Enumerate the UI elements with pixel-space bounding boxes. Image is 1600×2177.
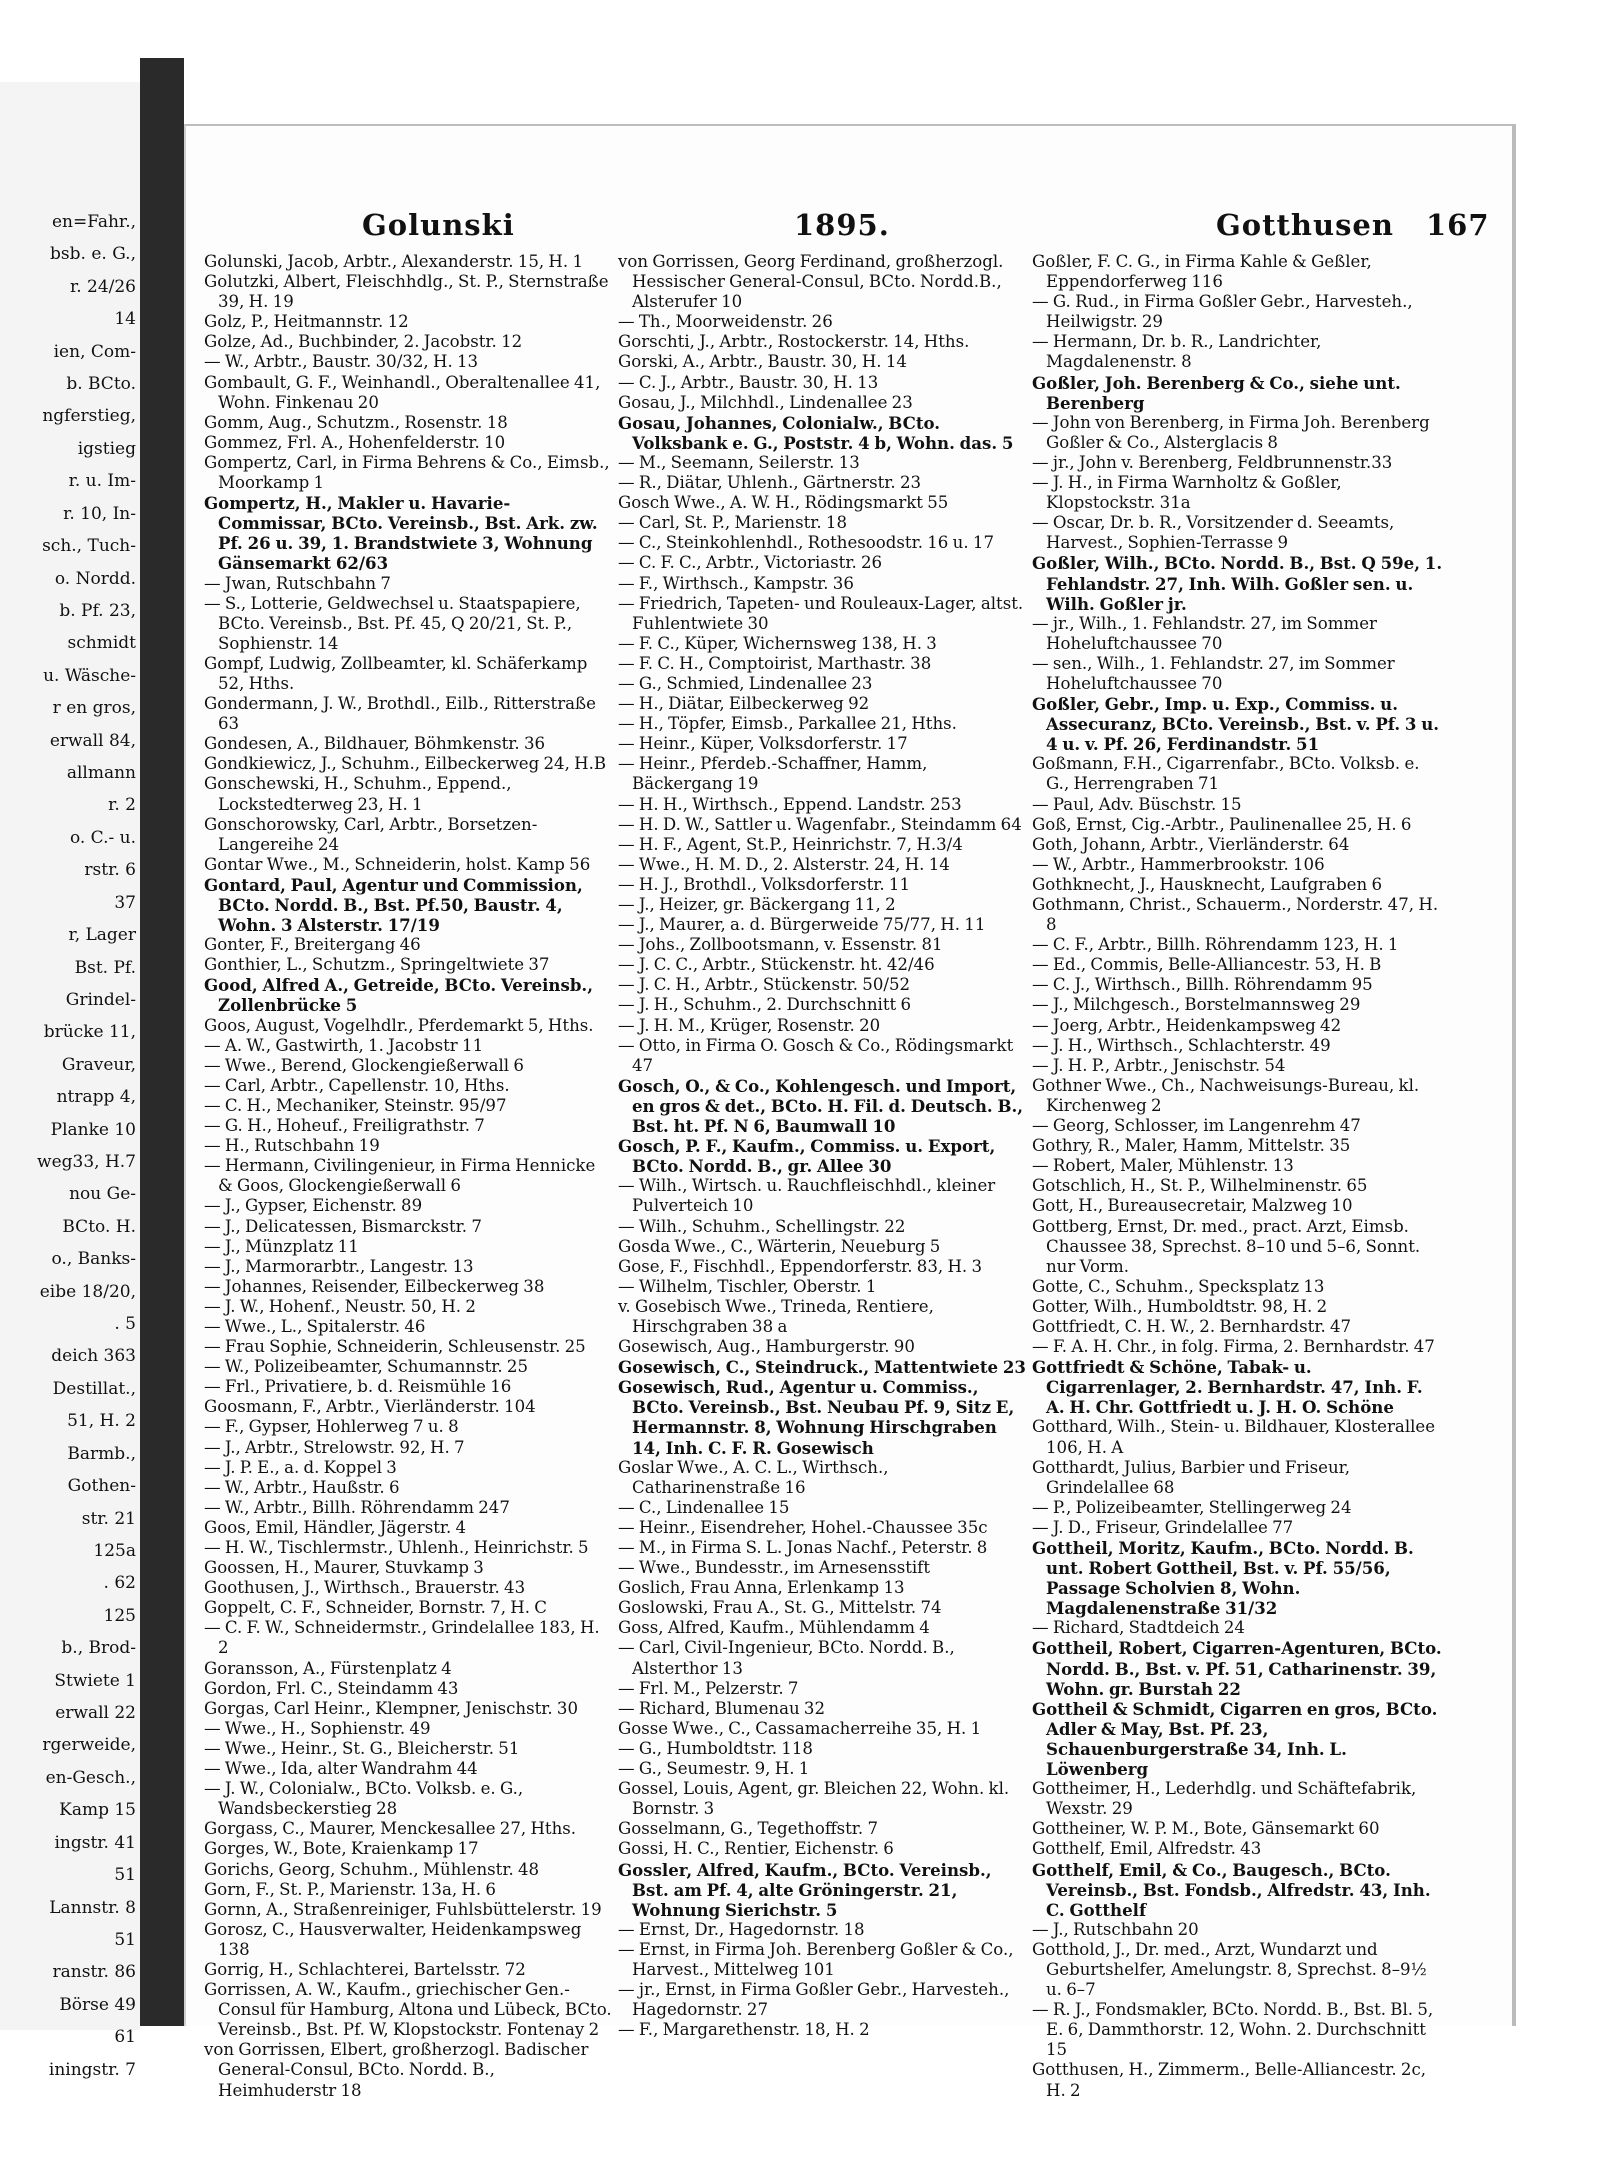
- directory-entry: Gossel, Louis, Agent, gr. Bleichen 22, Wohn. kl. Bornstr. 3: [618, 1779, 1010, 1819]
- previous-page-fragment: [0, 82, 140, 2080]
- directory-entry: — G., Humboldtstr. 118: [618, 1738, 813, 1758]
- directory-entry: Gotthelf, Emil, & Co., Baugesch., BCto. Vereinsb., Bst. Fondsb., Alfredstr. 43, Inh. C. Gotthelf: [1032, 1859, 1431, 1920]
- prev-page-text: b. Pf. 23,: [59, 600, 136, 621]
- prev-page-text: o. C.- u.: [69, 827, 136, 848]
- directory-entry: Gontar Wwe., M., Schneiderin, holst. Kamp 56: [204, 854, 591, 874]
- prev-page-text: str. 21: [81, 1508, 136, 1529]
- directory-entry: Gothner Wwe., Ch., Nachweisungs-Bureau, kl. Kirchenweg 2: [1032, 1075, 1420, 1115]
- directory-entry: Gottberg, Ernst, Dr. med., pract. Arzt, Eimsb. Chaussee 38, Sprechst. 8–10 und 5–6, Sonnt. nur Vorm.: [1032, 1216, 1421, 1276]
- directory-entry: Gothmann, Christ., Schauerm., Norderstr. 47, H. 8: [1032, 895, 1439, 935]
- directory-entry: Gompertz, Carl, in Firma Behrens & Co., Eimsb., Moorkamp 1: [204, 452, 610, 493]
- directory-entry: Gordon, Frl. C., Steindamm 43: [204, 1678, 459, 1698]
- directory-entry: — J., Maurer, a. d. Bürgerweide 75/77, H. 11: [618, 915, 986, 935]
- directory-entry: Gosch Wwe., A. W. H., Rödingsmarkt 55: [618, 493, 949, 513]
- directory-entry: Gombault, G. F., Weinhandl., Oberaltenallee 41, Wohn. Finkenau 20: [204, 372, 601, 412]
- directory-entry: — C., Steinkohlenhdl., Rothesoodstr. 16 u. 17: [618, 533, 994, 553]
- prev-page-text: o., Banks-: [51, 1249, 136, 1270]
- directory-entry: — W., Arbtr., Hammerbrookstr. 106: [1032, 854, 1325, 874]
- directory-entry: Gotschlich, H., St. P., Wilhelminenstr. 65: [1032, 1176, 1368, 1196]
- directory-entry: — Richard, Stadtdeich 24: [1032, 1618, 1245, 1638]
- directory-entry: v. Gosebisch Wwe., Trineda, Rentiere, Hirschgraben 38 a: [618, 1296, 934, 1336]
- directory-entry: — Th., Moorweidenstr. 26: [618, 312, 833, 332]
- directory-entry: Gottheiner, W. P. M., Bote, Gänsemarkt 60: [1032, 1819, 1380, 1839]
- directory-entry: — H. H., Wirthsch., Eppend. Landstr. 253: [618, 794, 962, 814]
- directory-entry: — W., Arbtr., Haußstr. 6: [204, 1477, 400, 1497]
- directory-entry: — Carl, Civil-Ingenieur, BCto. Nordd. B., Alsterthor 13: [618, 1638, 955, 1678]
- directory-entry: Gonschewski, H., Schuhm., Eppend., Lockstedterweg 23, H. 1: [204, 774, 512, 814]
- directory-entry: Gossi, H. C., Rentier, Eichenstr. 6: [618, 1839, 894, 1859]
- directory-entry: Gorrig, H., Schlachterei, Bartelsstr. 72: [204, 1959, 526, 1979]
- prev-page-text: b. BCto.: [66, 374, 136, 395]
- directory-entry: — H., Rutschbahn 19: [204, 1136, 380, 1156]
- prev-page-text: Lannstr. 8: [49, 1897, 136, 1918]
- directory-entry: Gonter, F., Breitergang 46: [204, 935, 421, 955]
- directory-entry: Gotthard, Wilh., Stein- u. Bildhauer, Klosterallee 106, H. A: [1032, 1417, 1436, 1457]
- directory-entry: — C. H., Mechaniker, Steinstr. 95/97: [204, 1095, 507, 1115]
- prev-page-text: Barmb.,: [67, 1443, 136, 1464]
- directory-entry: — J. D., Friseur, Grindelallee 77: [1032, 1517, 1294, 1537]
- directory-entry: — Heinr., Küper, Volksdorferstr. 17: [618, 734, 908, 754]
- directory-entry: Gottfriedt, C. H. W., 2. Bernhardstr. 47: [1032, 1316, 1352, 1336]
- prev-page-text: ntrapp 4,: [56, 1087, 136, 1108]
- prev-page-text: en=Fahr.,: [51, 212, 136, 232]
- prev-page-text: Planke 10: [50, 1119, 136, 1140]
- directory-entry: — H. F., Agent, St.P., Heinrichstr. 7, H.3/4: [618, 834, 963, 854]
- directory-entry: — J. P. E., a. d. Koppel 3: [204, 1457, 397, 1477]
- directory-entry: — Oscar, Dr. b. R., Vorsitzender d. Seeamts, Harvest., Sophien-Terrasse 9: [1032, 513, 1395, 553]
- directory-entry: — J., Münzplatz 11: [204, 1236, 359, 1256]
- prev-page-text: bsb. e. G.,: [50, 244, 136, 265]
- directory-entry: — Carl, Arbtr., Capellenstr. 10, Hths.: [204, 1075, 510, 1095]
- prev-page-text: r en gros,: [52, 698, 136, 719]
- directory-entry: — J. W., Hohenf., Neustr. 50, H. 2: [204, 1296, 476, 1316]
- prev-page-text: u. Wäsche-: [43, 665, 136, 686]
- directory-entry: Gotter, Wilh., Humboldtstr. 98, H. 2: [1032, 1296, 1328, 1316]
- directory-entry: Gottheil, Robert, Cigarren-Agenturen, BCto. Nordd. B., Bst. v. Pf. 51, Catharinenstr. 39, Wohn. gr. Burstah 22: [1032, 1638, 1442, 1699]
- directory-entry: — H. D. W., Sattler u. Wagenfabr., Steindamm 64: [618, 814, 1022, 834]
- directory-entry: Goothusen, J., Wirthsch., Brauerstr. 43: [204, 1578, 526, 1598]
- directory-entry: Goos, Emil, Händler, Jägerstr. 4: [204, 1517, 467, 1537]
- directory-entry: — J., Rutschbahn 20: [1032, 1919, 1199, 1939]
- directory-entry: — Carl, St. P., Marienstr. 18: [618, 513, 848, 533]
- directory-entry: — J. C. H., Arbtr., Stückenstr. 50/52: [618, 975, 911, 995]
- prev-page-text: ien, Com-: [53, 341, 136, 362]
- directory-entry: von Gorrissen, Georg Ferdinand, großherzogl. Hessischer General-Consul, BCto. Nordd.B., Alsterufer 10: [618, 252, 1004, 312]
- prev-page-text: r. 24/26: [69, 276, 136, 297]
- directory-entry: Gothknecht, J., Hausknecht, Laufgraben 6: [1032, 874, 1383, 894]
- directory-entry: — J., Arbtr., Strelowstr. 92, H. 7: [204, 1437, 465, 1457]
- directory-entry: — Richard, Blumenau 32: [618, 1698, 826, 1718]
- prev-page-text: Graveur,: [61, 1054, 136, 1075]
- directory-entry: Gottfriedt & Schöne, Tabak- u. Cigarrenlager, 2. Bernhardstr. 47, Inh. F. A. H. Chr. Gottfriedt u. J. H. O. Schöne: [1032, 1357, 1423, 1418]
- directory-entry: — Wwe., Ida, alter Wandrahm 44: [204, 1759, 478, 1779]
- directory-entry: Golz, P., Heitmannstr. 12: [204, 312, 409, 332]
- column-3: [1032, 252, 1446, 2101]
- directory-entry: Gondesen, A., Bildhauer, Böhmkenstr. 36: [204, 734, 546, 754]
- page-number: 167: [1426, 208, 1490, 242]
- directory-entry: Gorgas, Carl Heinr., Klempner, Jenischstr. 30: [204, 1698, 579, 1718]
- directory-entry: Gosch, P. F., Kaufm., Commiss. u. Export, BCto. Nordd. B., gr. Allee 30: [618, 1136, 996, 1177]
- directory-entry: von Gorrissen, Elbert, großherzogl. Badischer General-Consul, BCto. Nordd. B., Heimhuderstr 18: [204, 2040, 589, 2100]
- directory-entry: Gosau, J., Milchhdl., Lindenallee 23: [618, 392, 913, 412]
- prev-page-text: eibe 18/20,: [39, 1281, 136, 1302]
- directory-entry: — Wwe., H. M. D., 2. Alsterstr. 24, H. 14: [618, 854, 950, 874]
- directory-entry: Gomm, Aug., Schutzm., Rosenstr. 18: [204, 412, 508, 432]
- directory-entry: Gommez, Frl. A., Hohenfelderstr. 10: [204, 432, 506, 452]
- prev-page-text: r. 10, In-: [63, 503, 136, 524]
- directory-entry: Goßler, F. C. G., in Firma Kahle & Geßler, Eppendorferweg 116: [1032, 252, 1372, 292]
- directory-entry: — J. H., Wirthsch., Schlachterstr. 49: [1032, 1035, 1331, 1055]
- directory-entry: — R. J., Fondsmakler, BCto. Nordd. B., Bst. Bl. 5, E. 6, Dammthorstr. 12, Wohn. 2. Durchschnitt 15: [1032, 2000, 1434, 2060]
- prev-page-text: schmidt: [67, 633, 136, 654]
- prev-page-text: r. u. Im-: [68, 471, 136, 492]
- directory-entry: Gossler, Alfred, Kaufm., BCto. Vereinsb., Bst. am Pf. 4, alte Gröningerstr. 21, Wohnung Sierichstr. 5: [618, 1859, 992, 1920]
- directory-entry: — Heinr., Eisendreher, Hohel.-Chaussee 35c: [618, 1517, 988, 1537]
- directory-entry: — Paul, Adv. Büschstr. 15: [1032, 794, 1242, 814]
- directory-entry: — Frl., Privatiere, b. d. Reismühle 16: [204, 1377, 512, 1397]
- directory-entry: — A. W., Gastwirth, 1. Jacobstr 11: [204, 1035, 484, 1055]
- directory-entry: — jr., John v. Berenberg, Feldbrunnenstr.33: [1032, 452, 1393, 472]
- column-1: [204, 252, 614, 2101]
- directory-entry: — H., Töpfer, Eimsb., Parkallee 21, Hths.: [618, 714, 957, 734]
- prev-page-text: Destillat.,: [52, 1378, 136, 1399]
- directory-entry: Goosmann, F., Arbtr., Vierländerstr. 104: [204, 1397, 536, 1417]
- header-first-name: Golunski: [362, 208, 515, 242]
- prev-page-text: 61: [114, 2027, 136, 2048]
- directory-entry: — G., Seumestr. 9, H. 1: [618, 1759, 810, 1779]
- prev-page-text: weg33, H.7: [37, 1152, 136, 1172]
- directory-entry: — F., Margarethenstr. 18, H. 2: [618, 2020, 870, 2040]
- prev-page-text: . 5: [114, 1314, 136, 1335]
- directory-entry: — C. F., Arbtr., Billh. Röhrendamm 123, H. 1: [1032, 935, 1399, 955]
- prev-page-text: iningstr. 7: [48, 2059, 136, 2080]
- directory-entry: Goßmann, F.H., Cigarrenfabr., BCto. Volksb. e. G., Herrengraben 71: [1032, 754, 1420, 794]
- header-year: 1895.: [794, 208, 890, 242]
- directory-entry: Gothry, R., Maler, Hamm, Mittelstr. 35: [1032, 1136, 1351, 1156]
- directory-entry: Golutzki, Albert, Fleischhdlg., St. P., Sternstraße 39, H. 19: [204, 272, 609, 312]
- directory-entry: — F. C., Küper, Wichernsweg 138, H. 3: [618, 633, 937, 653]
- directory-entry: — M., Seemann, Seilerstr. 13: [618, 452, 860, 472]
- directory-entry: Gosewisch, Rud., Agentur u. Commiss., BCto. Vereinsb., Bst. Neubau Pf. 9, Sitz E, Hermannstr. 8, Wohnung Hirschgraben 14, Inh. C. F. R. Gosewisch: [618, 1377, 1015, 1458]
- prev-page-text: allmann: [66, 763, 136, 784]
- directory-entry: — Wwe., Berend, Glockengießerwall 6: [204, 1055, 524, 1075]
- directory-entry: Gosselmann, G., Tegethoffstr. 7: [618, 1819, 879, 1839]
- directory-entry: Goossen, H., Maurer, Stuvkamp 3: [204, 1558, 484, 1578]
- directory-entry: Goßler, Wilh., BCto. Nordd. B., Bst. Q 59e, 1. Fehlandstr. 27, Inh. Wilh. Goßler sen. u. Wilh. Goßler jr.: [1032, 553, 1443, 614]
- directory-entry: Gorosz, C., Hausverwalter, Heidenkampsweg 138: [204, 1919, 582, 1959]
- directory-entry: — Ernst, in Firma Joh. Berenberg Goßler & Co., Harvest., Mittelweg 101: [618, 1939, 1014, 1979]
- directory-entry: Goslich, Frau Anna, Erlenkamp 13: [618, 1578, 905, 1598]
- prev-page-text: Gothen-: [67, 1476, 136, 1497]
- directory-entry: — H. W., Tischlermstr., Uhlenh., Heinrichstr. 5: [204, 1538, 589, 1557]
- directory-entry: — G., Schmied, Lindenallee 23: [618, 673, 873, 693]
- directory-entry: — jr., Ernst, in Firma Goßler Gebr., Harvesteh., Hagedornstr. 27: [618, 1980, 1010, 2020]
- directory-entry: Goss, Alfred, Kaufm., Mühlendamm 4: [618, 1618, 930, 1638]
- directory-entry: Goslowski, Frau A., St. G., Mittelstr. 74: [618, 1598, 942, 1618]
- prev-page-text: deich 363: [51, 1346, 136, 1367]
- directory-entry: Gorgass, C., Maurer, Menckesallee 27, Hths.: [204, 1819, 577, 1839]
- directory-entry: — Wwe., L., Spitalerstr. 46: [204, 1316, 426, 1336]
- directory-entry: — J., Delicatessen, Bismarckstr. 7: [204, 1216, 482, 1236]
- directory-entry: — Jwan, Rutschbahn 7: [204, 573, 391, 593]
- directory-entry: — M., in Firma S. L. Jonas Nachf., Peterstr. 8: [618, 1538, 988, 1557]
- prev-page-text: 51: [114, 1929, 136, 1950]
- header-last-name: Gotthusen: [1216, 208, 1394, 242]
- directory-entry: — Hermann, Civilingenieur, in Firma Hennicke & Goos, Glockengießerwall 6: [204, 1156, 596, 1196]
- directory-entry: — jr., Wilh., 1. Fehlandstr. 27, im Sommer Hoheluftchaussee 70: [1032, 613, 1377, 653]
- directory-entry: Gosch, O., & Co., Kohlengesch. und Import, en gros & det., BCto. H. Fil. d. Deutsch. B., Bst. ht. Pf. N 6, Baumwall 10: [618, 1075, 1024, 1137]
- prev-page-text: Bst. Pf.: [74, 957, 136, 978]
- directory-entry: Good, Alfred A., Getreide, BCto. Vereinsb., Zollenbrücke 5: [204, 975, 593, 1016]
- directory-entry: Gompf, Ludwig, Zollbeamter, kl. Schäferkamp 52, Hths.: [204, 653, 588, 693]
- directory-entry: Gorichs, Georg, Schuhm., Mühlenstr. 48: [204, 1859, 540, 1879]
- directory-entry: — Robert, Maler, Mühlenstr. 13: [1032, 1156, 1294, 1176]
- directory-entry: Goth, Johann, Arbtr., Vierländerstr. 64: [1032, 834, 1350, 854]
- directory-entry: — R., Diätar, Uhlenh., Gärtnerstr. 23: [618, 473, 922, 493]
- directory-entry: — Wwe., Heinr., St. G., Bleicherstr. 51: [204, 1738, 520, 1758]
- directory-entry: — J. W., Colonialw., BCto. Volksb. e. G., Wandsbeckerstieg 28: [204, 1779, 524, 1819]
- directory-entry: — Wilh., Schuhm., Schellingstr. 22: [618, 1216, 906, 1236]
- directory-entry: — F. C. H., Comptoirist, Marthastr. 38: [618, 653, 932, 673]
- directory-entry: Gorschti, J., Arbtr., Rostockerstr. 14, Hths.: [618, 332, 970, 352]
- directory-entry: — Otto, in Firma O. Gosch & Co., Rödingsmarkt 47: [618, 1035, 1014, 1075]
- directory-entry: — J., Marmorarbtr., Langestr. 13: [204, 1256, 474, 1276]
- directory-entry: — J. C. C., Arbtr., Stückenstr. ht. 42/46: [618, 955, 935, 975]
- prev-page-text: erwall 84,: [49, 730, 136, 751]
- directory-entry: Gotthusen, H., Zimmerm., Belle-Alliancestr. 2c, H. 2: [1032, 2060, 1427, 2100]
- directory-entry: Gosewisch, C., Steindruck., Mattentwiete 23: [618, 1357, 1026, 1378]
- directory-entry: Gottheil & Schmidt, Cigarren en gros, BCto. Adler & May, Bst. Pf. 23, Schauenburgerstraße 34, Inh. L. Löwenberg: [1032, 1698, 1438, 1780]
- prev-page-text: r, Lager: [68, 925, 136, 946]
- directory-entry: Gorski, A., Arbtr., Baustr. 30, H. 14: [618, 352, 907, 372]
- directory-entry: — H., Diätar, Eilbeckerweg 92: [618, 694, 870, 714]
- prev-page-text: rstr. 6: [84, 860, 136, 881]
- directory-entry: — P., Polizeibeamter, Stellingerweg 24: [1032, 1497, 1352, 1517]
- directory-entry: — Wwe., H., Sophienstr. 49: [204, 1718, 431, 1738]
- prev-page-text: 14: [114, 309, 136, 330]
- directory-entry: Gontard, Paul, Agentur und Commission, BCto. Nordd. B., Bst. Pf.50, Baustr. 4, Wohn. 3 Alsterstr. 17/19: [204, 874, 583, 936]
- directory-entry: Gosse Wwe., C., Cassamacherreihe 35, H. 1: [618, 1718, 982, 1738]
- directory-entry: Gotthardt, Julius, Barbier und Friseur, Grindelallee 68: [1032, 1457, 1351, 1497]
- prev-page-text: brücke 11,: [43, 1022, 136, 1043]
- directory-entry: Goslar Wwe., A. C. L., Wirthsch., Catharinenstraße 16: [618, 1457, 889, 1497]
- directory-entry: Goransson, A., Fürstenplatz 4: [204, 1658, 452, 1678]
- prev-page-text: ngferstieg,: [42, 406, 136, 427]
- directory-entry: — Johannes, Reisender, Eilbeckerweg 38: [204, 1276, 545, 1296]
- directory-entry: — W., Polizeibeamter, Schumannstr. 25: [204, 1357, 529, 1377]
- prev-page-text: 125: [103, 1605, 136, 1626]
- directory-entry: — Frl. M., Pelzerstr. 7: [618, 1678, 799, 1698]
- prev-page-text: b., Brod-: [61, 1638, 136, 1659]
- prev-page-text: erwall 22: [55, 1703, 136, 1724]
- prev-page-text: igstieg: [77, 438, 136, 459]
- directory-entry: — J. H. M., Krüger, Rosenstr. 20: [618, 1015, 881, 1035]
- directory-entry: — J., Milchgesch., Borstelmannsweg 29: [1032, 995, 1361, 1015]
- directory-entry: — G. Rud., in Firma Goßler Gebr., Harvesteh., Heilwigstr. 29: [1032, 292, 1413, 332]
- directory-entry: Gondermann, J. W., Brothdl., Eilb., Ritterstraße 63: [204, 694, 596, 734]
- running-header: [186, 208, 1512, 242]
- directory-entry: Gotthold, J., Dr. med., Arzt, Wundarzt und Geburtshelfer, Amelungstr. 8, Sprechst. 8–9½ u. 6–7: [1032, 1939, 1427, 2000]
- directory-entry: Goos, August, Vogelhdlr., Pferdemarkt 5, Hths.: [204, 1015, 594, 1035]
- directory-entry: Gott, H., Bureausecretair, Malzweg 10: [1032, 1196, 1353, 1216]
- prev-page-text: Stwiete 1: [54, 1670, 136, 1691]
- directory-entry: Gose, F., Fischhdl., Eppendorferstr. 83, H. 3: [618, 1256, 983, 1276]
- prev-page-text: sch., Tuch-: [42, 536, 136, 557]
- column-2: [618, 252, 1028, 2040]
- prev-page-text: 51: [114, 1865, 136, 1886]
- directory-entry: — Wilhelm, Tischler, Oberstr. 1: [618, 1276, 877, 1296]
- prev-page-text: ranstr. 86: [52, 1962, 136, 1983]
- directory-page: [184, 124, 1516, 2100]
- directory-entry: Goßler, Joh. Berenberg & Co., siehe unt. Berenberg: [1032, 372, 1401, 413]
- directory-entry: Gottheil, Moritz, Kaufm., BCto. Nordd. B. unt. Robert Gottheil, Bst. v. Pf. 55/56, Passage Scholvien 8, Wohn. Magdalenenstraße 31/32: [1032, 1538, 1414, 1619]
- directory-entry: — W., Arbtr., Baustr. 30/32, H. 13: [204, 352, 479, 372]
- prev-page-text: Kamp 15: [59, 1800, 136, 1821]
- directory-entry: Golze, Ad., Buchbinder, 2. Jacobstr. 12: [204, 332, 523, 352]
- directory-entry: — Georg, Schlosser, im Langenrehm 47: [1032, 1116, 1361, 1136]
- directory-entry: — Ernst, Dr., Hagedornstr. 18: [618, 1919, 865, 1939]
- directory-entry: Gonthier, L., Schutzm., Springeltwiete 37: [204, 955, 550, 975]
- directory-entry: — Joerg, Arbtr., Heidenkampsweg 42: [1032, 1015, 1342, 1035]
- directory-entry: — F., Wirthsch., Kampstr. 36: [618, 573, 854, 593]
- directory-entry: — J., Gypser, Eichenstr. 89: [204, 1196, 423, 1216]
- directory-entry: Gorn, F., St. P., Marienstr. 13a, H. 6: [204, 1879, 496, 1899]
- directory-entry: — sen., Wilh., 1. Fehlandstr. 27, im Sommer Hoheluftchaussee 70: [1032, 653, 1395, 693]
- directory-entry: Gosau, Johannes, Colonialw., BCto. Volksbank e. G., Poststr. 4 b, Wohn. das. 5: [618, 412, 1014, 453]
- directory-entry: Gotte, C., Schuhm., Specksplatz 13: [1032, 1276, 1325, 1296]
- directory-entry: — G. H., Hoheuf., Freiligrathstr. 7: [204, 1116, 485, 1136]
- directory-entry: Gorges, W., Bote, Kraienkamp 17: [204, 1839, 479, 1859]
- directory-entry: Gotthelf, Emil, Alfredstr. 43: [1032, 1839, 1262, 1859]
- directory-entry: Golunski, Jacob, Arbtr., Alexanderstr. 15, H. 1: [204, 252, 584, 271]
- directory-entry: — John von Berenberg, in Firma Joh. Berenberg Goßler & Co., Alsterglacis 8: [1032, 412, 1430, 452]
- directory-entry: — F. A. H. Chr., in folg. Firma, 2. Bernhardstr. 47: [1032, 1337, 1435, 1357]
- prev-page-text: rgerweide,: [42, 1735, 136, 1756]
- prev-page-text: Börse 49: [59, 1994, 136, 2015]
- prev-page-text: Grindel-: [65, 989, 136, 1010]
- directory-entry: — Frau Sophie, Schneiderin, Schleusenstr. 25: [204, 1337, 586, 1357]
- directory-entry: — C., Lindenallee 15: [618, 1497, 790, 1517]
- directory-entry: — C. J., Arbtr., Baustr. 30, H. 13: [618, 372, 879, 392]
- directory-entry: — Friedrich, Tapeten- und Rouleaux-Lager, altst. Fuhlentwiete 30: [618, 593, 1024, 633]
- directory-entry: Goppelt, C. F., Schneider, Bornstr. 7, H. C: [204, 1598, 547, 1618]
- directory-entry: — Heinr., Pferdeb.-Schaffner, Hamm, Bäckergang 19: [618, 754, 928, 794]
- prev-page-text: 37: [114, 892, 136, 913]
- prev-page-text: r. 2: [108, 795, 136, 816]
- prev-page-text: en-Gesch.,: [45, 1767, 136, 1788]
- prev-page-text: o. Nordd.: [54, 568, 136, 589]
- directory-entry: Goß, Ernst, Cig.-Arbtr., Paulinenallee 25, H. 6: [1032, 814, 1412, 834]
- directory-entry: — J. H., in Firma Warnholtz & Goßler, Klopstockstr. 31a: [1032, 473, 1342, 513]
- directory-entry: Gottheimer, H., Lederhdlg. und Schäftefabrik, Wexstr. 29: [1032, 1779, 1417, 1819]
- directory-entry: — Ed., Commis, Belle-Alliancestr. 53, H. B: [1032, 955, 1382, 975]
- directory-entry: Gosewisch, Aug., Hamburgerstr. 90: [618, 1337, 915, 1357]
- directory-entry: Gorrissen, A. W., Kaufm., griechischer Gen.-Consul für Hamburg, Altona und Lübeck, BCto. Vereinsb., Bst. Pf. W, Klopstockstr. Fontenay 2: [204, 1980, 612, 2040]
- directory-entry: Goßler, Gebr., Imp. u. Exp., Commiss. u. Assecuranz, BCto. Vereinsb., Bst. v. Pf. 3 u. 4 u. v. Pf. 26, Ferdinandstr. 51: [1032, 694, 1440, 755]
- directory-entry: — H. J., Brothdl., Volksdorferstr. 11: [618, 874, 911, 894]
- prev-page-text: 51, H. 2: [67, 1411, 136, 1432]
- directory-entry: Gosda Wwe., C., Wärterin, Neueburg 5: [618, 1236, 941, 1256]
- directory-entry: — C. F. C., Arbtr., Victoriastr. 26: [618, 553, 883, 573]
- prev-page-text: . 62: [103, 1573, 136, 1594]
- prev-page-text: BCto. H.: [62, 1216, 136, 1237]
- directory-entry: — J. H., Schuhm., 2. Durchschnitt 6: [618, 995, 912, 1015]
- directory-entry: — Wwe., Bundesstr., im Arnesensstift: [618, 1558, 930, 1578]
- directory-entry: Gornn, A., Straßenreiniger, Fuhlsbüttelerstr. 19: [204, 1899, 602, 1919]
- directory-entry: Gondkiewicz, J., Schuhm., Eilbeckerweg 24, H.B: [204, 754, 607, 774]
- directory-entry: — S., Lotterie, Geldwechsel u. Staatspapiere, BCto. Vereinsb., Bst. Pf. 45, Q 20/21, St. P., Sophienstr. 14: [204, 593, 581, 653]
- prev-page-text: 125a: [93, 1540, 136, 1561]
- directory-entry: Gonschorowsky, Carl, Arbtr., Borsetzen-Langereihe 24: [204, 814, 538, 854]
- book-gutter-shadow: [140, 58, 184, 2026]
- prev-page-text: ingstr. 41: [54, 1832, 136, 1853]
- prev-page-text: nou Ge-: [69, 1184, 136, 1205]
- directory-entry: — Hermann, Dr. b. R., Landrichter, Magdalenenstr. 8: [1032, 332, 1322, 372]
- directory-entry: — W., Arbtr., Billh. Röhrendamm 247: [204, 1497, 510, 1517]
- directory-entry: — J. H. P., Arbtr., Jenischstr. 54: [1032, 1055, 1286, 1075]
- directory-entry: — J., Heizer, gr. Bäckergang 11, 2: [618, 895, 896, 914]
- directory-entry: — C. F. W., Schneidermstr., Grindelallee 183, H. 2: [204, 1618, 600, 1658]
- directory-entry: — F., Gypser, Hohlerweg 7 u. 8: [204, 1417, 459, 1437]
- directory-entry: — Johs., Zollbootsmann, v. Essenstr. 81: [618, 935, 943, 955]
- directory-entry: — Wilh., Wirtsch. u. Rauchfleischhdl., kleiner Pulverteich 10: [618, 1176, 996, 1216]
- directory-entry: Gompertz, H., Makler u. Havarie-Commissar, BCto. Vereinsb., Bst. Ark. zw. Pf. 26 u. 39, 1. Brandstwiete 3, Wohnung Gänsemarkt 62/63: [204, 493, 598, 574]
- directory-entry: — C. J., Wirthsch., Billh. Röhrendamm 95: [1032, 975, 1373, 995]
